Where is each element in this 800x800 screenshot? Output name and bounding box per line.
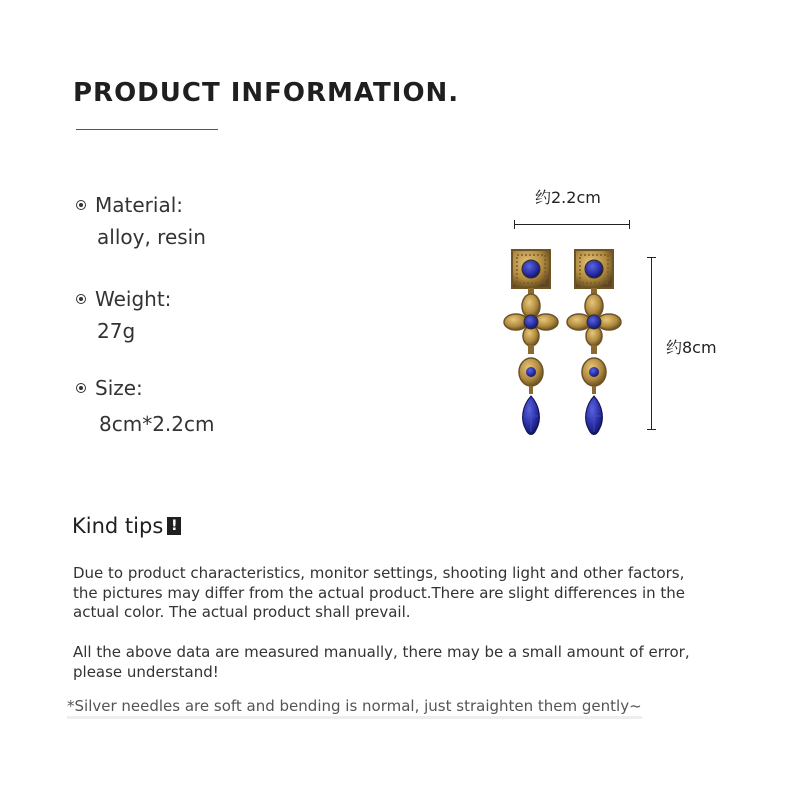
width-dimension-line <box>514 224 630 225</box>
bullet-icon <box>76 200 86 210</box>
spec-size <box>76 376 215 436</box>
spec-label: Weight: <box>95 287 172 311</box>
spec-material <box>76 193 206 249</box>
width-dimension-label: 约2.2cm <box>535 188 601 207</box>
exclamation-icon: ! <box>167 517 181 535</box>
spec-value: 27g <box>97 319 136 343</box>
spec-value: alloy, resin <box>97 225 206 249</box>
disclaimer-paragraph: Due to product characteristics, monitor settings, shooting light and other factors, the pictures may differ from the actual product.There are slight differences in the actual color. The actual product shall prevail. <box>73 564 685 621</box>
earring-image-right <box>565 248 625 440</box>
title-underline <box>76 129 218 130</box>
height-dimension-line <box>651 257 652 430</box>
spec-label: Material: <box>95 193 183 217</box>
bullet-icon <box>76 383 86 393</box>
bullet-icon <box>76 294 86 304</box>
measurement-note: All the above data are measured manually, there may be a small amount of error, please understand! <box>73 643 690 681</box>
spec-value: 8cm*2.2cm <box>99 412 215 436</box>
spec-weight <box>76 287 171 343</box>
kind-tips-heading <box>72 514 181 538</box>
earring-image-left <box>502 248 562 440</box>
footnote: *Silver needles are soft and bending is normal, just straighten them gently~ <box>67 697 642 719</box>
page-title: PRODUCT INFORMATION. <box>73 78 460 108</box>
kind-tips-title: Kind tips <box>72 514 164 538</box>
spec-label: Size: <box>95 376 143 400</box>
height-dimension-label: 约8cm <box>666 338 717 357</box>
